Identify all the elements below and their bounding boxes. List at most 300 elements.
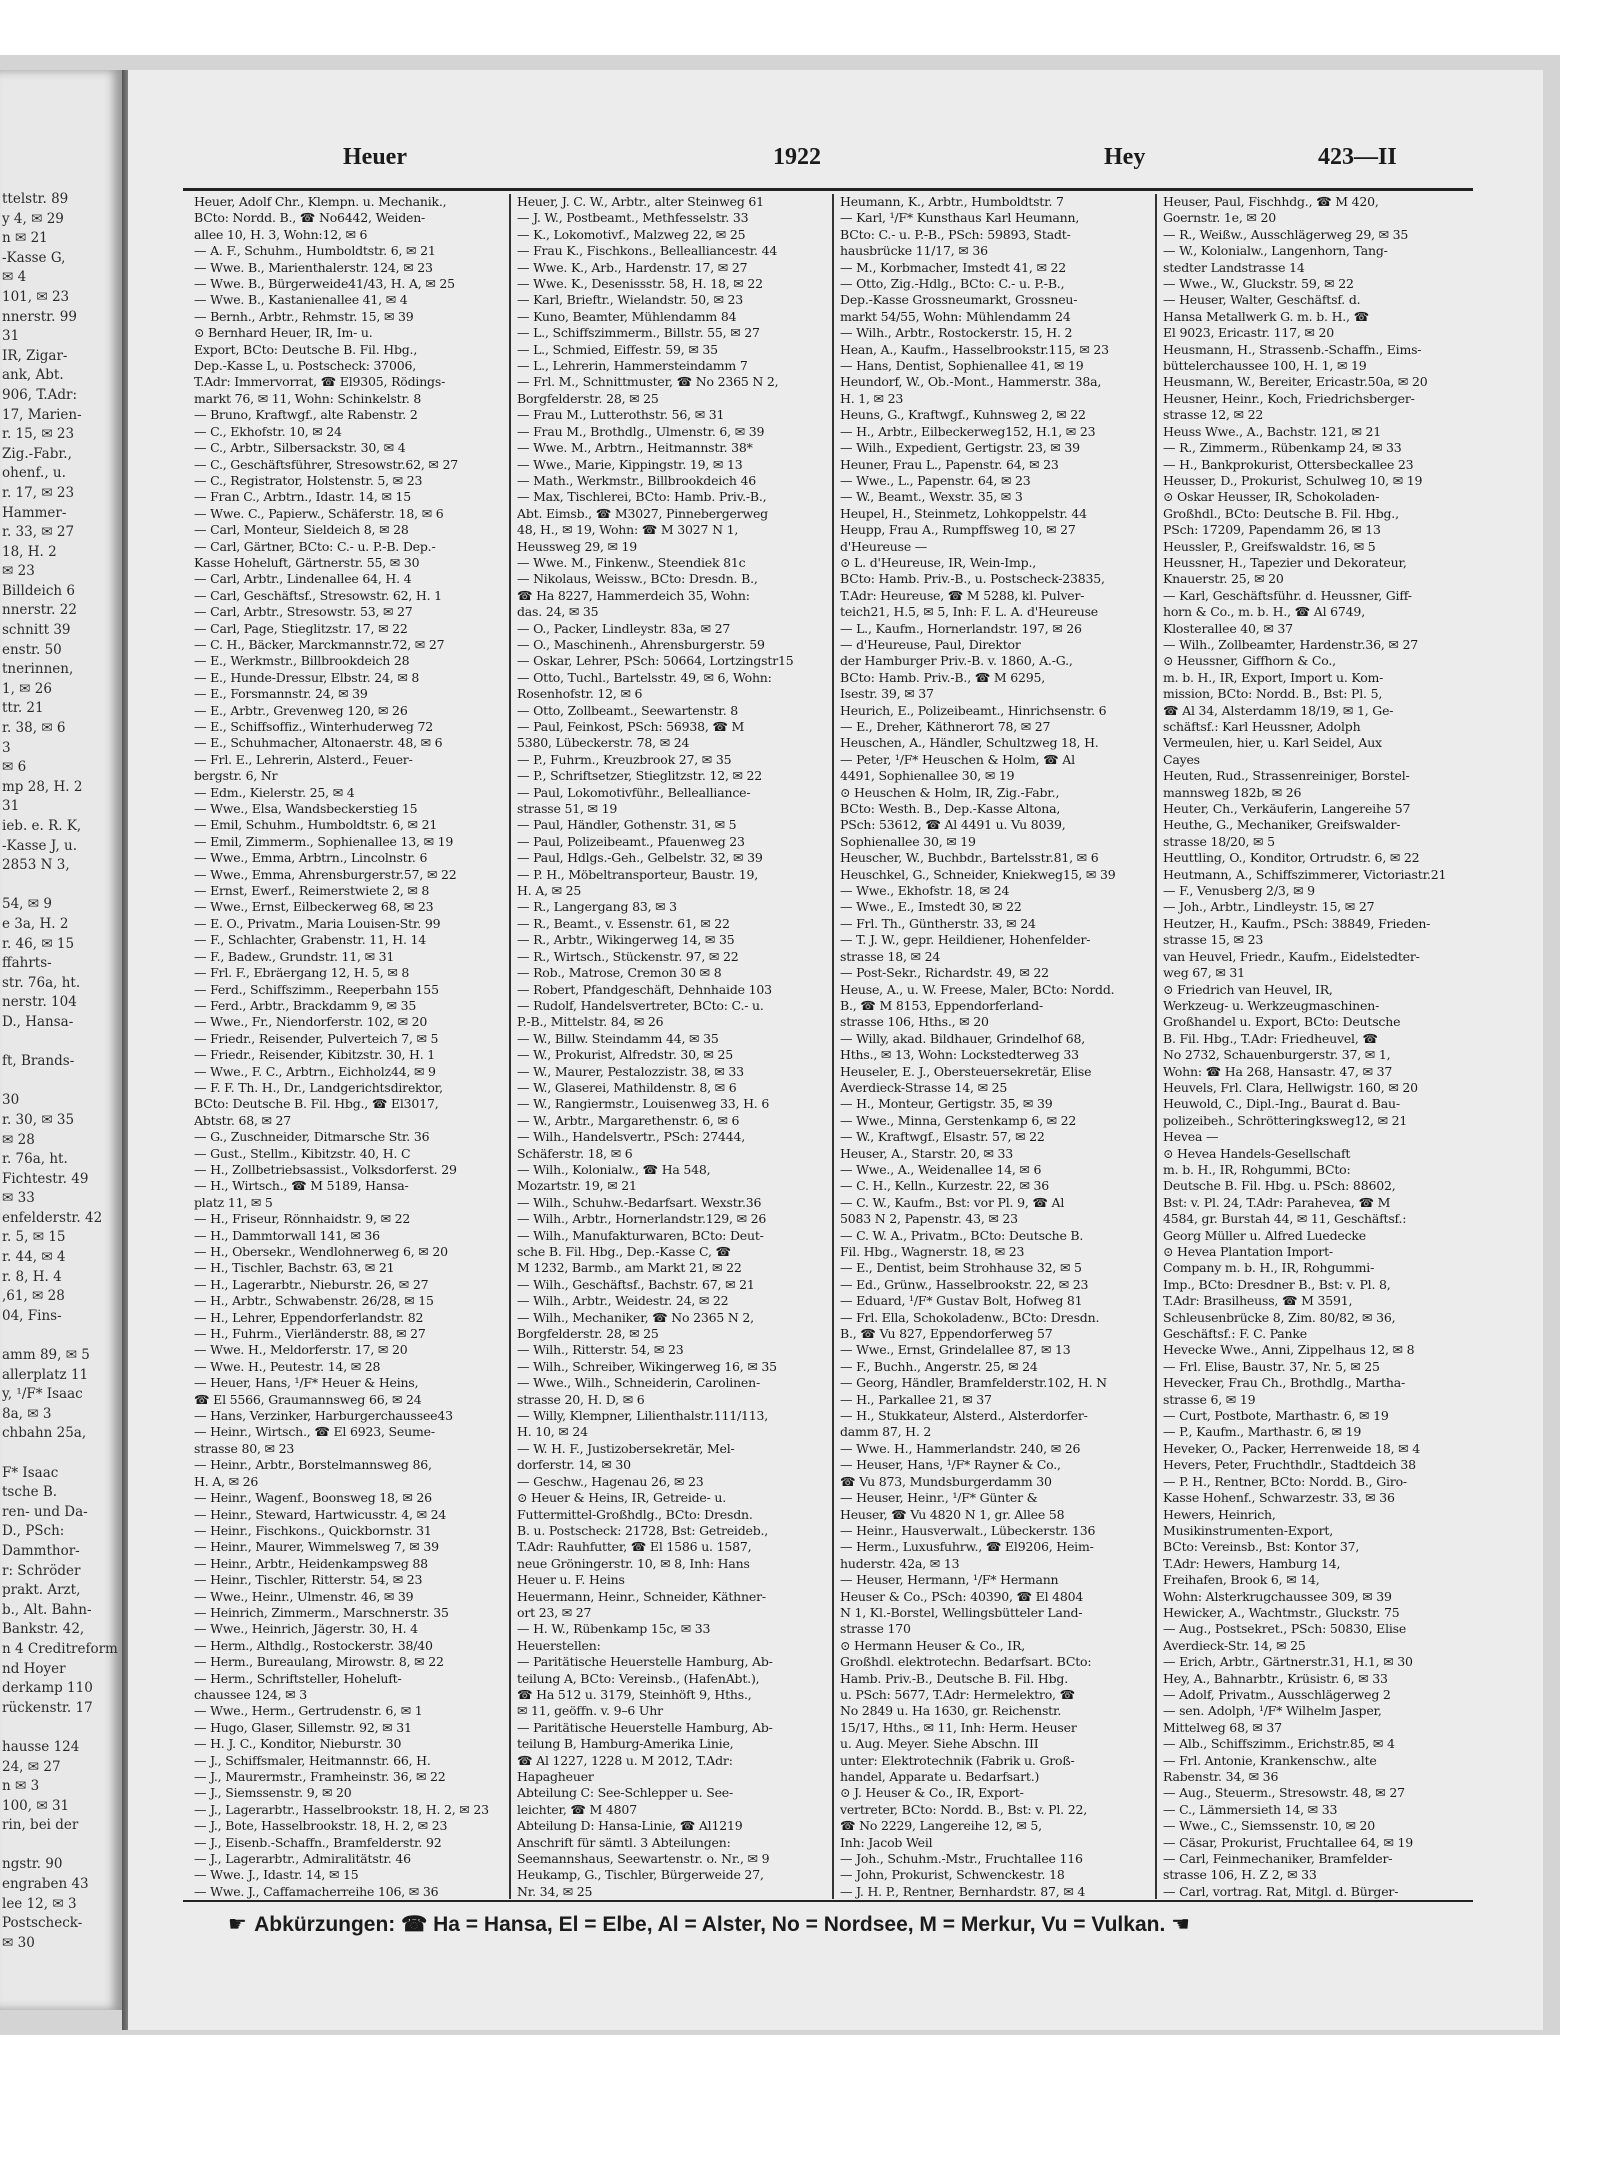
directory-entry-line: H. A, ✉ 26 bbox=[194, 1473, 259, 1489]
directory-entry-line: — Wwe. J., Caffamacherreihe 106, ✉ 36 bbox=[194, 1883, 439, 1899]
directory-entry-line: Bst: v. Pl. 24, T.Adr: Parahevea, ☎ M bbox=[1163, 1194, 1391, 1210]
directory-entry-line: huderstr. 42a, ✉ 13 bbox=[840, 1555, 960, 1571]
directory-entry-line: — J., Schiffsmaler, Heitmannstr. 66, H. bbox=[194, 1752, 431, 1768]
directory-entry-line: Freihafen, Brook 6, ✉ 14, bbox=[1163, 1572, 1320, 1588]
directory-entry-line: markt 76, ✉ 11, Wohn: Schinkelstr. 8 bbox=[194, 390, 422, 406]
directory-entry-line: — Wwe., Ernst, Eilbeckerweg 68, ✉ 23 bbox=[194, 899, 434, 915]
directory-entry-line: N 1, Kl.-Borstel, Wellingsbütteler Land- bbox=[840, 1604, 1083, 1620]
directory-entry-line: vertreter, BCto: Nordd. B., Bst: v. Pl. 22, bbox=[840, 1801, 1087, 1817]
directory-entry-line: Heumann, K., Arbtr., Humboldtstr. 7 bbox=[840, 194, 1064, 209]
left-page-fragment: r. 33, ✉ 27 bbox=[2, 524, 75, 541]
directory-entry-line: ☎ Vu 873, Mundsburgerdamm 30 bbox=[840, 1473, 1052, 1489]
directory-entry-line: Heurich, E., Polizeibeamt., Hinrichsenstr. 6 bbox=[840, 702, 1107, 718]
directory-entry-line: Großhdl. elektrotechn. Bedarfsart. BCto: bbox=[840, 1654, 1092, 1670]
directory-entry-line: T.Adr: Heureuse, ☎ M 5288, kl. Pulver- bbox=[840, 587, 1085, 603]
directory-entry-line: ⊙ Heussner, Giffhorn & Co., bbox=[1163, 653, 1336, 669]
directory-entry-line: — Wilh., Handelsvertr., PSch: 27444, bbox=[517, 1129, 746, 1145]
directory-entry-line: allee 10, H. 3, Wohn:12, ✉ 6 bbox=[194, 226, 368, 242]
directory-entry-line: Heutmann, A., Schiffszimmerer, Victoriastr.21 bbox=[1163, 866, 1447, 882]
directory-entry-line: — Wwe. K., Desenissstr. 58, H. 18, ✉ 22 bbox=[517, 276, 763, 292]
directory-entry-line: — E., Werkmstr., Billbrookdeich 28 bbox=[194, 653, 410, 669]
column-1 bbox=[188, 194, 511, 1899]
directory-entry-line: 4584, gr. Burstah 44, ✉ 11, Geschäftsf.: bbox=[1163, 1211, 1407, 1227]
directory-entry-line: strasse 170 bbox=[840, 1621, 911, 1637]
directory-entry-line: — E., Dentist, beim Strohhause 32, ✉ 5 bbox=[840, 1260, 1082, 1276]
directory-entry-line: — Kuno, Beamter, Mühlendamm 84 bbox=[517, 308, 737, 324]
directory-entry-line: — Willy, akad. Bildhauer, Grindelhof 68, bbox=[840, 1030, 1086, 1046]
directory-entry-line: stedter Landstrasse 14 bbox=[1163, 259, 1305, 275]
directory-entry-line: — Wwe., E., Imstedt 30, ✉ 22 bbox=[840, 899, 1022, 915]
left-page-fragment: nnerstr. 99 bbox=[2, 308, 77, 325]
directory-entry-line: — Wilh., Expedient, Gertigstr. 23, ✉ 39 bbox=[840, 440, 1080, 456]
directory-entry-line: — Wwe. K., Arb., Hardenstr. 17, ✉ 27 bbox=[517, 259, 748, 275]
directory-entry-line: strasse 51, ✉ 19 bbox=[517, 801, 618, 817]
left-page-text bbox=[0, 70, 122, 1953]
left-page-fragment: 54, ✉ 9 bbox=[2, 896, 52, 913]
directory-entry-line: — Wilh., Mechaniker, ☎ No 2365 N 2, bbox=[517, 1309, 754, 1325]
directory-entry-line: strasse 106, H. Z 2, ✉ 33 bbox=[1163, 1867, 1317, 1883]
directory-entry-line: Hevea — bbox=[1163, 1129, 1219, 1145]
directory-entry-line: — P. H., Möbeltransporteur, Baustr. 19, bbox=[517, 866, 759, 882]
directory-entry-line: ☎ Al 1227, 1228 u. M 2012, T.Adr: bbox=[517, 1752, 733, 1768]
directory-entry-line: Abteilung C: See-Schlepper u. See- bbox=[517, 1785, 733, 1801]
directory-entry-line: — H., Dammtorwall 141, ✉ 36 bbox=[194, 1227, 380, 1243]
directory-entry-line: — Wwe., Heinr., Ulmenstr. 46, ✉ 39 bbox=[194, 1588, 414, 1604]
directory-entry-line: Heuten, Rud., Strassenreiniger, Borstel- bbox=[1163, 768, 1410, 784]
directory-entry-line: BCto: Westh. B., Dep.-Kasse Altona, bbox=[840, 801, 1061, 817]
left-page-fragment: D., PSch: bbox=[2, 1523, 65, 1540]
directory-entry-line: Heuer, Adolf Chr., Klempn. u. Mechanik., bbox=[194, 194, 447, 209]
left-page-fragment: enstr. 50 bbox=[2, 641, 62, 658]
directory-entry-line: — sen. Adolph, ¹/F* Wilhelm Jasper, bbox=[1163, 1703, 1382, 1719]
directory-entry-line: Hansa Metallwerk G. m. b. H., ☎ bbox=[1163, 308, 1369, 324]
directory-entry-line: strasse 106, Hths., ✉ 20 bbox=[840, 1014, 989, 1030]
directory-entry-line: m. b. H., IR, Export, Import u. Kom- bbox=[1163, 669, 1384, 685]
directory-entry-line: — O., Packer, Lindleystr. 83a, ✉ 27 bbox=[517, 620, 731, 636]
directory-entry-line: — Paritätische Heuerstelle Hamburg, Ab- bbox=[517, 1719, 773, 1735]
directory-entry-line: platz 11, ✉ 5 bbox=[194, 1194, 273, 1210]
directory-entry-line: — R., Weißw., Ausschlägerweg 29, ✉ 35 bbox=[1163, 226, 1409, 242]
directory-entry-line: Heuse, A., u. W. Freese, Maler, BCto: Nordd. bbox=[840, 981, 1115, 997]
directory-entry-line: — J., Bote, Hasselbrookstr. 18, H. 2, ✉ 23 bbox=[194, 1818, 448, 1834]
left-page-fragment: 101, ✉ 23 bbox=[2, 288, 70, 305]
directory-entry-line: — Paul, Polizeibeamt., Pfauenweg 23 bbox=[517, 833, 745, 849]
directory-entry-line: Heusser, D., Prokurist, Schulweg 10, ✉ 19 bbox=[1163, 472, 1423, 488]
directory-entry-line: ⊙ Friedrich van Heuvel, IR, bbox=[1163, 981, 1333, 997]
directory-entry-line: Heundorf, W., Ob.-Mont., Hammerstr. 38a, bbox=[840, 374, 1102, 390]
left-page-fragment: y 4, ✉ 29 bbox=[2, 210, 64, 227]
left-page-fragment: engraben 43 bbox=[2, 1876, 89, 1893]
directory-entry-line: — Gust., Stellm., Kibitzstr. 40, H. C bbox=[194, 1145, 411, 1161]
directory-entry-line: No 2732, Schauenburgerstr. 37, ✉ 1, bbox=[1163, 1047, 1391, 1063]
directory-entry-line: unter: Elektrotechnik (Fabrik u. Groß- bbox=[840, 1752, 1075, 1768]
directory-entry-line: Wohn: ☎ Ha 268, Hansastr. 47, ✉ 37 bbox=[1163, 1063, 1393, 1079]
directory-entry-line: strasse 80, ✉ 23 bbox=[194, 1440, 295, 1456]
directory-entry-line: — H. J. C., Konditor, Nieburstr. 30 bbox=[194, 1736, 402, 1752]
directory-entry-line: — C., Geschäftsführer, Stresowstr.62, ✉ 27 bbox=[194, 456, 458, 472]
directory-entry-line: — K., Lokomotivf., Malzweg 22, ✉ 25 bbox=[517, 226, 746, 242]
directory-entry-line: — H., Monteur, Gertigstr. 35, ✉ 39 bbox=[840, 1096, 1053, 1112]
left-page-fragment bbox=[2, 1072, 122, 1092]
directory-entry-line: — G., Zuschneider, Ditmarsche Str. 36 bbox=[194, 1129, 430, 1145]
pointing-hand-icon: ☛ bbox=[228, 1912, 255, 1936]
directory-entry-line: — L., Schiffszimmerm., Billstr. 55, ✉ 27 bbox=[517, 325, 760, 341]
directory-entry-line: — Heinr., Maurer, Wimmelsweg 7, ✉ 39 bbox=[194, 1539, 439, 1555]
directory-entry-line: hausbrücke 11/17, ✉ 36 bbox=[840, 243, 988, 259]
directory-entry-line: — d'Heureuse, Paul, Direktor bbox=[840, 636, 1021, 652]
directory-entry-line: — Carl, Page, Stieglitzstr. 17, ✉ 22 bbox=[194, 620, 408, 636]
directory-entry-line: — Aug., Postsekret., PSch: 50830, Elise bbox=[1163, 1621, 1407, 1637]
abbreviations-text: Abkürzungen: ☎ Ha = Hansa, El = Elbe, Al = Alster, No = Nordsee, M = Merkur, Vu = Vulkan. bbox=[254, 1913, 1166, 1936]
left-page-fragment bbox=[2, 1718, 122, 1738]
directory-entry-line: Nr. 34, ✉ 25 bbox=[517, 1883, 593, 1899]
directory-entry-line: Großhandel u. Export, BCto: Deutsche bbox=[1163, 1014, 1401, 1030]
directory-entry-line: — Wwe., Emma, Ahrensburgerstr.57, ✉ 22 bbox=[194, 866, 457, 882]
running-header bbox=[128, 144, 1543, 184]
left-page-fragment: ✉ 4 bbox=[2, 269, 27, 286]
left-page-fragment bbox=[2, 1326, 122, 1346]
directory-entry-line: weg 67, ✉ 31 bbox=[1163, 965, 1245, 981]
directory-entry-line: — Carl, Arbtr., Stresowstr. 53, ✉ 27 bbox=[194, 604, 413, 620]
left-page-fragment: 17, Marien- bbox=[2, 406, 82, 423]
directory-entry-line: — Heuser, Walter, Geschäftsf. d. bbox=[1163, 292, 1361, 308]
directory-entry-line: — Heinr., Steward, Hartwicusstr. 4, ✉ 24 bbox=[194, 1506, 447, 1522]
directory-entry-line: der Hamburger Priv.-B. v. 1860, A.-G., bbox=[840, 653, 1073, 669]
directory-entry-line: — Peter, ¹/F* Heuschen & Holm, ☎ Al bbox=[840, 751, 1075, 767]
directory-entry-line: Fil. Hbg., Wagnerstr. 18, ✉ 23 bbox=[840, 1244, 1025, 1259]
directory-entry-line: Hewicker, A., Wachtmstr., Gluckstr. 75 bbox=[1163, 1604, 1400, 1620]
directory-entry-line: — Wilh., Zollbeamter, Hardenstr.36, ✉ 27 bbox=[1163, 636, 1418, 652]
directory-entry-line: — C., Ekhofstr. 10, ✉ 24 bbox=[194, 423, 342, 439]
left-page-fragment: amm 89, ✉ 5 bbox=[2, 1347, 90, 1364]
directory-entry-line: — Wwe. H., Hammerlandstr. 240, ✉ 26 bbox=[840, 1440, 1081, 1456]
left-page-fragment: nnerstr. 22 bbox=[2, 602, 77, 619]
left-page-fragment: ✉ 6 bbox=[2, 759, 27, 776]
left-page-fragment: r. 5, ✉ 15 bbox=[2, 1229, 66, 1246]
directory-entry-line: neue Gröningerstr. 10, ✉ 8, Inh: Hans bbox=[517, 1555, 750, 1571]
directory-entry-line: dorferstr. 14, ✉ 30 bbox=[517, 1457, 631, 1473]
directory-entry-line: — H., Lehrer, Eppendorferlandstr. 82 bbox=[194, 1309, 424, 1325]
directory-entry-line: — Frl. Antonie, Krankenschw., alte bbox=[1163, 1752, 1377, 1768]
directory-entry-line: Heuerstellen: bbox=[517, 1637, 601, 1653]
directory-entry-line: Deutsche B. Fil. Hbg. u. PSch: 88602, bbox=[1163, 1178, 1396, 1194]
left-page-fragment: ✉ 23 bbox=[2, 563, 35, 580]
left-page-fragment: ttr. 21 bbox=[2, 700, 44, 717]
directory-entry-line: BCto: Hamb. Priv.-B., ☎ M 6295, bbox=[840, 669, 1046, 685]
directory-entry-line: — Wwe., Heinrich, Jägerstr. 30, H. 4 bbox=[194, 1621, 418, 1637]
left-page-fragment: nerstr. 104 bbox=[2, 994, 77, 1011]
directory-entry-line: — Willy, Klempner, Lilienthalstr.111/113, bbox=[517, 1408, 769, 1424]
directory-entry-line: — Eduard, ¹/F* Gustav Bolt, Hofweg 81 bbox=[840, 1293, 1083, 1309]
directory-entry-line: — E., Arbtr., Grevenweg 120, ✉ 26 bbox=[194, 702, 408, 718]
directory-entry-line: — Carl, Gärtner, BCto: C.- u. P.-B. Dep.- bbox=[194, 538, 436, 554]
directory-entry-line: Isestr. 39, ✉ 37 bbox=[840, 686, 934, 702]
left-page-fragment: ✉ 28 bbox=[2, 1131, 35, 1148]
directory-entry-line: — Wilh., Manufakturwaren, BCto: Deut- bbox=[517, 1227, 764, 1243]
directory-entry-line: ☎ Al 34, Alsterdamm 18/19, ✉ 1, Ge- bbox=[1163, 702, 1394, 718]
directory-entry-line: No 2849 u. Ha 1630, gr. Reichenstr. bbox=[840, 1703, 1062, 1719]
directory-entry-line: — H., Arbtr., Eilbeckerweg152, H.1, ✉ 23 bbox=[840, 423, 1096, 439]
directory-entry-line: — Carl, Geschäftsf., Stresowstr. 62, H. 1 bbox=[194, 587, 442, 603]
page-number: 423—II bbox=[1318, 144, 1397, 170]
directory-entry-line: Futtermittel-Großhdlg., BCto: Dresdn. bbox=[517, 1506, 753, 1522]
directory-entry-line: — Heuser, Heinr., ¹/F* Günter & bbox=[840, 1490, 1038, 1506]
directory-entry-line: — Frl. M., Schnittmuster, ☎ No 2365 N 2, bbox=[517, 374, 779, 390]
directory-entry-line: — Aug., Steuerm., Stresowstr. 48, ✉ 27 bbox=[1163, 1785, 1405, 1801]
directory-entry-line: m. b. H., IR, Rohgummi, BCto: bbox=[1163, 1161, 1351, 1177]
directory-entry-line: — Karl, Geschäftsführ. d. Heussner, Giff- bbox=[1163, 587, 1412, 603]
abbreviations-footer bbox=[228, 1912, 1428, 1937]
directory-entry-line: BCto: C.- u. P.-B., PSch: 59893, Stadt- bbox=[840, 226, 1071, 242]
directory-entry-line: BCto: Vereinsb., Bst: Kontor 37, bbox=[1163, 1539, 1360, 1555]
header-left-word: Heuer bbox=[343, 144, 407, 170]
directory-entry-line: — Rob., Matrose, Cremon 30 ✉ 8 bbox=[517, 965, 722, 981]
directory-entry-line: — C., Lämmersieth 14, ✉ 33 bbox=[1163, 1801, 1338, 1817]
directory-entry-line: — H., Fuhrm., Vierländerstr. 88, ✉ 27 bbox=[194, 1326, 426, 1342]
directory-entry-line: — Wwe. M., Finkenw., Steendiek 81c bbox=[517, 554, 746, 570]
directory-entry-line: — Friedr., Reisender, Kibitzstr. 30, H. 1 bbox=[194, 1047, 436, 1063]
directory-entry-line: strasse 12, ✉ 22 bbox=[1163, 407, 1264, 423]
directory-entry-line: Hewers, Heinrich, bbox=[1163, 1506, 1276, 1522]
directory-entry-line: ⊙ Hermann Heuser & Co., IR, bbox=[840, 1637, 1026, 1653]
directory-entry-line: Rosenhofstr. 12, ✉ 6 bbox=[517, 686, 643, 702]
directory-entry-line: Hevers, Peter, Fruchthdlr., Stadtdeich 38 bbox=[1163, 1457, 1416, 1473]
directory-entry-line: — Frl. F., Ebräergang 12, H. 5, ✉ 8 bbox=[194, 965, 410, 981]
directory-entry-line: Cayes bbox=[1163, 751, 1200, 767]
directory-entry-line: — Wwe. B., Kastanienallee 41, ✉ 4 bbox=[194, 292, 408, 308]
directory-entry-line: Borgfelderstr. 28, ✉ 25 bbox=[517, 390, 659, 406]
directory-entry-line: — Wwe., F. C., Arbtrn., Eichholz44, ✉ 9 bbox=[194, 1063, 436, 1079]
directory-entry-line: ⊙ Hevea Plantation Import- bbox=[1163, 1244, 1333, 1259]
left-page-fragment: tnerinnen, bbox=[2, 661, 74, 678]
directory-entry-line: — Wilh., Schuhw.-Bedarfsart. Wexstr.36 bbox=[517, 1194, 762, 1210]
directory-entry-line: — F., Venusberg 2/3, ✉ 9 bbox=[1163, 883, 1315, 899]
left-page-fragment: rin, bei der bbox=[2, 1817, 79, 1834]
directory-entry-line: Heuns, G., Kraftwgf., Kuhnsweg 2, ✉ 22 bbox=[840, 407, 1086, 423]
directory-entry-line: — Math., Werkmstr., Billbrookdeich 46 bbox=[517, 472, 757, 488]
directory-entry-line: mannsweg 182b, ✉ 26 bbox=[1163, 784, 1302, 800]
directory-entry-line: Heussler, P., Greifswaldstr. 16, ✉ 5 bbox=[1163, 538, 1376, 554]
left-page-fragment: derkamp 110 bbox=[2, 1680, 93, 1697]
directory-entry-line: — Wilh., Arbtr., Rostockerstr. 15, H. 2 bbox=[840, 325, 1073, 341]
directory-entry-line: — Wwe., Ekhofstr. 18, ✉ 24 bbox=[840, 883, 1010, 899]
directory-entry-line: ⊙ Heuer & Heins, IR, Getreide- u. bbox=[517, 1490, 727, 1506]
directory-entry-line: Sophienallee 30, ✉ 19 bbox=[840, 833, 976, 849]
left-page-fragment: 3 bbox=[2, 739, 11, 756]
directory-entry-line: Knauerstr. 25, ✉ 20 bbox=[1163, 571, 1284, 587]
directory-entry-line: ⊙ Bernhard Heuer, IR, Im- u. bbox=[194, 325, 373, 341]
directory-entry-line: ☎ El 5566, Graumannsweg 66, ✉ 24 bbox=[194, 1391, 422, 1407]
left-page-fragment: e 3a, H. 2 bbox=[2, 915, 69, 932]
directory-entry-line: ⊙ Heuschen & Holm, IR, Zig.-Fabr., bbox=[840, 784, 1060, 800]
directory-entry-line: — Carl, vortrag. Rat, Mitgl. d. Bürger- bbox=[1163, 1883, 1399, 1899]
directory-entry-line: — M., Korbmacher, Imstedt 41, ✉ 22 bbox=[840, 259, 1067, 275]
directory-entry-line: 15/17, Hths., ✉ 11, Inh: Herm. Heuser bbox=[840, 1719, 1077, 1735]
left-page-fragment: D., Hansa- bbox=[2, 1013, 74, 1030]
directory-entry-line: — W., Prokurist, Alfredstr. 30, ✉ 25 bbox=[517, 1047, 733, 1063]
left-page-fragment: 31 bbox=[2, 798, 20, 815]
directory-entry-line: Hevecker, Frau Ch., Brothdlg., Martha- bbox=[1163, 1375, 1405, 1391]
directory-entry-line: — P., Kaufm., Marthastr. 6, ✉ 19 bbox=[1163, 1424, 1362, 1440]
directory-entry-line: — Bernh., Arbtr., Rehmstr. 15, ✉ 39 bbox=[194, 308, 414, 324]
directory-entry-line: — Wwe., Minna, Gerstenkamp 6, ✉ 22 bbox=[840, 1112, 1077, 1128]
left-page-fragment bbox=[2, 876, 122, 896]
directory-entry-line: Heuschkel, G., Schneider, Kniekweg15, ✉ 39 bbox=[840, 866, 1116, 882]
directory-entry-line: T.Adr: Rauhfutter, ☎ El 1586 u. 1587, bbox=[517, 1539, 752, 1555]
directory-entry-line: — Joh., Arbtr., Lindleystr. 15, ✉ 27 bbox=[1163, 899, 1375, 915]
directory-entry-line: Heuttling, O., Konditor, Ortrudstr. 6, ✉ 22 bbox=[1163, 850, 1420, 866]
directory-entry-line: Heuseler, E. J., Obersteuersekretär, Elise bbox=[840, 1063, 1092, 1079]
directory-entry-line: — Adolf, Privatm., Ausschlägerweg 2 bbox=[1163, 1686, 1391, 1702]
directory-entry-line: B. Fil. Hbg., T.Adr: Friedheuvel, ☎ bbox=[1163, 1030, 1378, 1046]
directory-entry-line: 5083 N 2, Papenstr. 43, ✉ 23 bbox=[840, 1211, 1018, 1227]
directory-entry-line: — Edm., Kielerstr. 25, ✉ 4 bbox=[194, 784, 355, 800]
directory-entry-line: — Heuer, Hans, ¹/F* Heuer & Heins, bbox=[194, 1375, 419, 1391]
directory-entry-line: Dep.-Kasse L, u. Postscheck: 37006, bbox=[194, 358, 417, 374]
column-4 bbox=[1157, 194, 1478, 1899]
directory-entry-line: — P. H., Rentner, BCto: Nordd. B., Giro- bbox=[1163, 1473, 1407, 1489]
left-page-fragment: 24, ✉ 27 bbox=[2, 1758, 61, 1775]
directory-entry-line: — Heuser, Hans, ¹/F* Rayner & Co., bbox=[840, 1457, 1061, 1473]
directory-entry-line: — Paul, Lokomotivführ., Bellealliance- bbox=[517, 784, 751, 800]
directory-entry-line: — Herm., Schriftsteller, Hoheluft- bbox=[194, 1670, 402, 1686]
directory-entry-line: — Frau M., Brothdlg., Ulmenstr. 6, ✉ 39 bbox=[517, 423, 765, 439]
directory-entry-line: — E., Forsmannstr. 24, ✉ 39 bbox=[194, 686, 368, 702]
directory-entry-line: — Wwe., Elsa, Wandsbeckerstieg 15 bbox=[194, 801, 418, 817]
directory-entry-line: — H., Friseur, Rönnhaidstr. 9, ✉ 22 bbox=[194, 1211, 411, 1227]
left-page-fragment: Dammthor- bbox=[2, 1542, 80, 1559]
directory-entry-line: ⊙ Oskar Heusser, IR, Schokoladen- bbox=[1163, 489, 1380, 505]
directory-entry-line: — W., Arbtr., Margarethenstr. 6, ✉ 6 bbox=[517, 1112, 740, 1128]
left-page-fragment: 100, ✉ 31 bbox=[2, 1797, 70, 1814]
directory-entry-line: — Emil, Zimmerm., Sophienallee 13, ✉ 19 bbox=[194, 833, 454, 849]
directory-entry-line: — Frl. E., Lehrerin, Alsterd., Feuer- bbox=[194, 751, 413, 767]
directory-entry-line: bergstr. 6, Nr bbox=[194, 768, 278, 784]
directory-entry-line: M 1232, Barmb., am Markt 21, ✉ 22 bbox=[517, 1260, 742, 1276]
directory-entry-line: — Wwe. B., Bürgerweide41/43, H. A, ✉ 25 bbox=[194, 276, 455, 292]
directory-entry-line: — Bruno, Kraftwgf., alte Rabenstr. 2 bbox=[194, 407, 418, 423]
directory-entry-line: Abtstr. 68, ✉ 27 bbox=[194, 1112, 292, 1128]
directory-entry-line: Heuvels, Frl. Clara, Hellwigstr. 160, ✉ 20 bbox=[1163, 1079, 1418, 1095]
directory-entry-line: — H., Parkallee 21, ✉ 37 bbox=[840, 1391, 992, 1407]
directory-entry-line: handel, Apparate u. Bedarfsart.) bbox=[840, 1769, 1040, 1784]
directory-entry-line: — J. W., Postbeamt., Methfesselstr. 33 bbox=[517, 210, 749, 226]
header-rule bbox=[183, 188, 1473, 191]
left-page-fragment: n ✉ 3 bbox=[2, 1778, 40, 1795]
left-page-fragment bbox=[2, 1033, 122, 1053]
directory-entry-line: — Rudolf, Handelsvertreter, BCto: C.- u. bbox=[517, 997, 764, 1013]
directory-entry-line: ☎ No 2229, Langereihe 12, ✉ 5, bbox=[840, 1818, 1042, 1834]
left-page-fragment: n ✉ 21 bbox=[2, 230, 48, 247]
directory-entry-line: Company m. b. H., IR, Rohgummi- bbox=[1163, 1260, 1375, 1276]
directory-entry-line: Heuermann, Heinr., Schneider, Käthner- bbox=[517, 1588, 766, 1604]
directory-entry-line: — Wilh., Kolonialw., ☎ Ha 548, bbox=[517, 1161, 711, 1177]
column-2 bbox=[511, 194, 834, 1899]
directory-entry-line: Hths., ✉ 13, Wohn: Lockstedterweg 33 bbox=[840, 1047, 1079, 1063]
directory-entry-line: — Paul, Hdlgs.-Geh., Gelbelstr. 32, ✉ 39 bbox=[517, 850, 763, 866]
directory-entry-line: Export, BCto: Deutsche B. Fil. Hbg., bbox=[194, 341, 418, 357]
directory-entry-line: Rabenstr. 34, ✉ 36 bbox=[1163, 1769, 1279, 1784]
left-page-fragment: hausse 124 bbox=[2, 1738, 80, 1755]
directory-entry-line: Mittelweg 68, ✉ 37 bbox=[1163, 1719, 1282, 1735]
directory-entry-line: strasse 6, ✉ 19 bbox=[1163, 1391, 1256, 1407]
directory-entry-line: ☎ Ha 8227, Hammerdeich 35, Wohn: bbox=[517, 587, 750, 603]
directory-entry-line: Schleusenbrücke 8, Zim. 80/82, ✉ 36, bbox=[1163, 1309, 1396, 1325]
left-page-fragment: y, ¹/F* Isaac bbox=[2, 1386, 83, 1403]
directory-entry-line: B., ☎ Vu 827, Eppendorferweg 57 bbox=[840, 1326, 1053, 1342]
directory-entry-line: — Wwe. H., Peutestr. 14, ✉ 28 bbox=[194, 1358, 381, 1374]
directory-entry-line: — H., Tischler, Bachstr. 63, ✉ 21 bbox=[194, 1260, 395, 1276]
directory-entry-line: — Wwe., A., Weidenallee 14, ✉ 6 bbox=[840, 1161, 1042, 1177]
directory-entry-line: — Nikolaus, Weissw., BCto: Dresdn. B., bbox=[517, 571, 758, 587]
directory-entry-line: — J. H. P., Rentner, Bernhardstr. 87, ✉ 4 bbox=[840, 1883, 1086, 1899]
directory-entry-line: — Heinr., Arbtr., Borstelmannsweg 86, bbox=[194, 1457, 432, 1473]
directory-entry-line: Seemannshaus, Seewartenstr. o. Nr., ✉ 9 bbox=[517, 1851, 770, 1867]
directory-entry-line: — L., Schmied, Eiffestr. 59, ✉ 35 bbox=[517, 341, 718, 357]
directory-entry-line: teich21, H.5, ✉ 5, Inh: F. L. A. d'Heureuse bbox=[840, 604, 1098, 620]
directory-entry-line: — R., Langergang 83, ✉ 3 bbox=[517, 899, 677, 915]
directory-entry-line: Heuner, Frau L., Papenstr. 64, ✉ 23 bbox=[840, 456, 1059, 472]
directory-entry-line: — J., Lagerarbtr., Admiralitätstr. 46 bbox=[194, 1851, 411, 1867]
directory-entry-line: Goernstr. 1e, ✉ 20 bbox=[1163, 210, 1276, 226]
left-page-fragment: 2853 N 3, bbox=[2, 857, 70, 874]
directory-entry-line: — Heinr., Fischkons., Quickbornstr. 31 bbox=[194, 1522, 432, 1538]
directory-entry-line: — Wwe. C., Papierw., Schäferstr. 18, ✉ 6 bbox=[194, 505, 444, 521]
directory-entry-line: — C., Registrator, Holstenstr. 5, ✉ 23 bbox=[194, 472, 423, 488]
left-page-fragment: schnitt 39 bbox=[2, 622, 71, 639]
directory-entry-line: Musikinstrumenten-Export, bbox=[1163, 1522, 1334, 1538]
directory-entry-line: ⊙ J. Heuser & Co., IR, Export- bbox=[840, 1785, 1024, 1801]
left-page-fragment: r. 44, ✉ 4 bbox=[2, 1249, 66, 1266]
directory-entry-line: Imp., BCto: Dresdner B., Bst: v. Pl. 8, bbox=[1163, 1276, 1391, 1292]
left-page-fragment: r. 76a, ht. bbox=[2, 1151, 68, 1168]
directory-entry-line: — Wwe., C., Siemssenstr. 10, ✉ 20 bbox=[1163, 1818, 1376, 1834]
directory-entry-line: Heuter, Ch., Verkäuferin, Langereihe 57 bbox=[1163, 801, 1411, 817]
directory-entry-line: — Wwe., Emma, Arbtrn., Lincolnstr. 6 bbox=[194, 850, 428, 866]
directory-entry-line: ort 23, ✉ 27 bbox=[517, 1604, 592, 1620]
directory-entry-line: — T. J. W., gepr. Heildiener, Hohenfelder- bbox=[840, 932, 1091, 948]
directory-entry-line: das. 24, ✉ 35 bbox=[517, 604, 599, 620]
directory-entry-line: — Hugo, Glaser, Sillemstr. 92, ✉ 31 bbox=[194, 1719, 412, 1735]
directory-entry-line: Heussner, H., Tapezier und Dekorateur, bbox=[1163, 554, 1407, 570]
left-page-fragment: tsche B. bbox=[2, 1484, 58, 1501]
directory-entry-line: — W., Kolonialw., Langenhorn, Tang- bbox=[1163, 243, 1388, 259]
directory-entry-line: — C. H., Kelln., Kurzestr. 22, ✉ 36 bbox=[840, 1178, 1049, 1194]
directory-entry-line: — Wwe. M., Arbtrn., Heitmannstr. 38* bbox=[517, 440, 753, 456]
directory-entry-line: — Wwe., W., Gluckstr. 59, ✉ 22 bbox=[1163, 276, 1354, 292]
directory-entry-line: Borgfelderstr. 28, ✉ 25 bbox=[517, 1326, 659, 1342]
directory-entry-line: — Wilh., Geschäftsf., Bachstr. 67, ✉ 21 bbox=[517, 1276, 755, 1292]
directory-entry-line: — Wwe. H., Meldorferstr. 17, ✉ 20 bbox=[194, 1342, 408, 1358]
directory-entry-line: — Frl. Ella, Schokoladenw., BCto: Dresdn. bbox=[840, 1309, 1100, 1325]
left-page-fragment: allerplatz 11 bbox=[2, 1366, 89, 1383]
left-page-fragment: r. 38, ✉ 6 bbox=[2, 720, 66, 737]
directory-entry-line: mission, BCto: Nordd. B., Bst: Pl. 5, bbox=[1163, 686, 1383, 702]
directory-entry-line: Heuss Wwe., A., Bachstr. 121, ✉ 21 bbox=[1163, 423, 1381, 439]
directory-entry-line: van Heuvel, Friedr., Kaufm., Eidelstedter- bbox=[1163, 948, 1420, 964]
left-page-fragment: b., Alt. Bahn- bbox=[2, 1601, 92, 1618]
directory-entry-line: — Heinr., Wirtsch., ☎ El 6923, Seume- bbox=[194, 1424, 435, 1440]
left-page-fragment: ffahrts- bbox=[2, 955, 52, 972]
left-page-fragment: ft, Brands- bbox=[2, 1053, 75, 1070]
directory-entry-line: teilung B, Hamburg-Amerika Linie, bbox=[517, 1736, 734, 1752]
directory-entry-line: ☎ Ha 512 u. 3179, Steinhöft 9, Hths., bbox=[517, 1686, 752, 1702]
directory-entry-line: — W., Billw. Steindamm 44, ✉ 35 bbox=[517, 1030, 719, 1046]
directory-entry-line: Heveker, O., Packer, Herrenweide 18, ✉ 4 bbox=[1163, 1440, 1420, 1456]
left-page-fragment: ren- und Da- bbox=[2, 1503, 88, 1520]
directory-entry-line: — Alb., Schiffszimm., Erichstr.85, ✉ 4 bbox=[1163, 1736, 1395, 1752]
directory-entry-line: — H., Arbtr., Schwabenstr. 26/28, ✉ 15 bbox=[194, 1293, 434, 1309]
